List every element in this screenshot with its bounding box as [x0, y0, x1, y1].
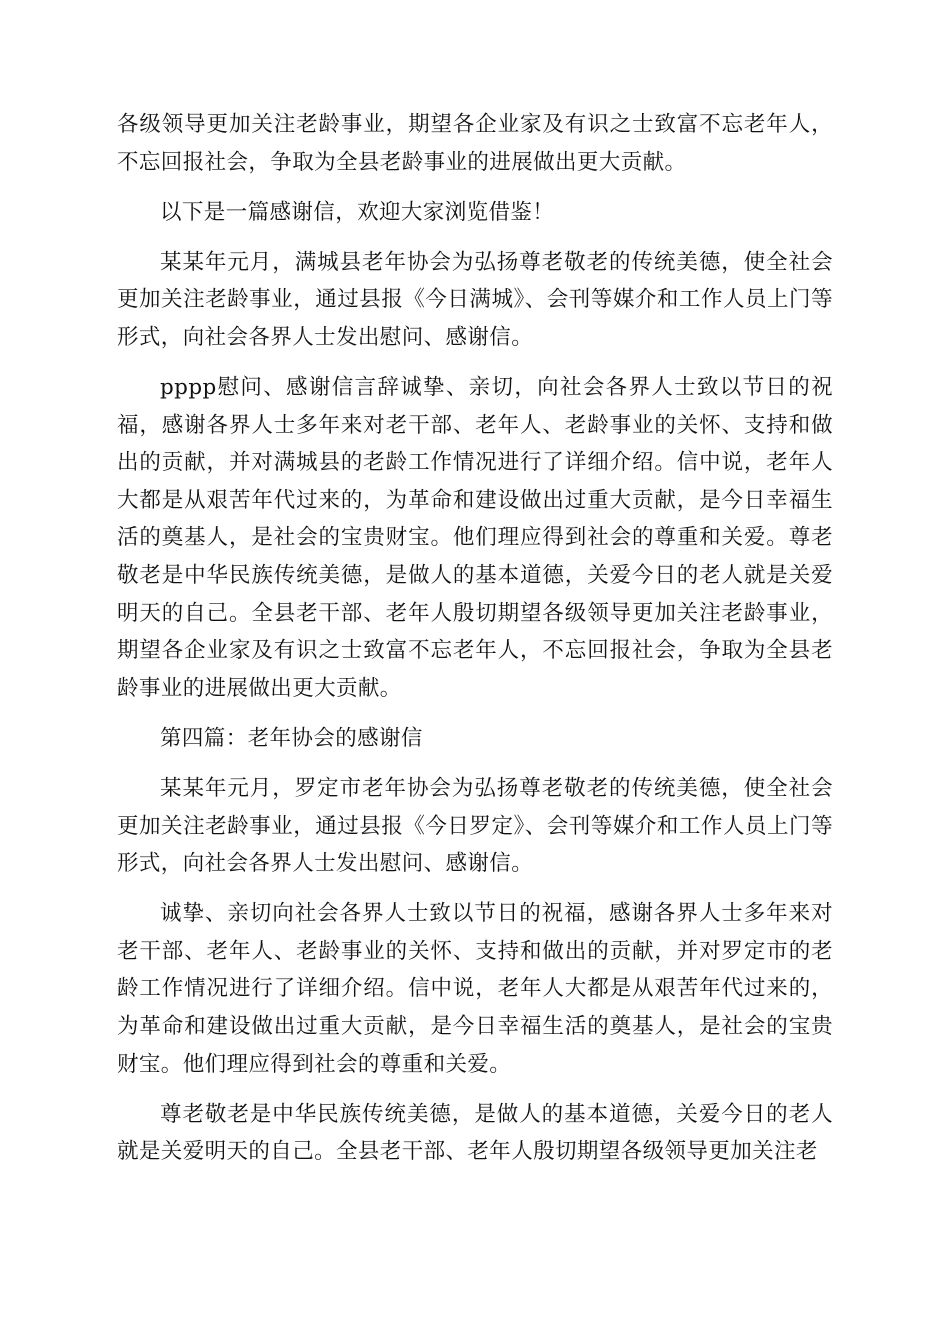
section-heading: 第四篇：老年协会的感谢信 — [160, 725, 423, 751]
paragraph-mancheng-letter: 某某年元月，满城县老年协会为弘扬尊老敬老的传统美德，使全社会更加关注老龄事业，通过县报《今日满城》、会刊等媒介和工作人员上门等形式，向社会各界人士发出慰问、感谢信。 — [117, 249, 833, 350]
document-body — [117, 106, 833, 1183]
paragraph-continuation: 各级领导更加关注老龄事业，期望各企业家及有识之士致富不忘老年人，不忘回报社会，争取为全县老龄事业的进展做出更大贡献。 — [117, 112, 833, 175]
paragraph-intro: 以下是一篇感谢信，欢迎大家浏览借鉴！ — [160, 199, 555, 225]
paragraph-luoding-letter: 某某年元月，罗定市老年协会为弘扬尊老敬老的传统美德，使全社会更加关注老龄事业，通过县报《今日罗定》、会刊等媒介和工作人员上门等形式，向社会各界人士发出慰问、感谢信。 — [117, 776, 833, 877]
paragraph-mancheng-details: pppp慰问、感谢信言辞诚挚、亲切，向社会各界人士致以节日的祝福，感谢各界人士多年来对老干部、老年人、老龄事业的关怀、支持和做出的贡献，并对满城县的老龄工作情况进行了详细介绍。信中说，老年人大都是从艰苦年代过来的，为革命和建设做出过重大贡献，是今日幸福生活的奠基人，是社会的宝贵财宝。他们理应得到社会的尊重和关爱。尊老敬老是中华民族传统美德，是做人的基本道德，关爱今日的老人就是关爱明天的自己。全县老干部、老年人殷切期望各级领导更加关注老龄事业，期望各企业家及有识之士致富不忘老年人，不忘回报社会，争取为全县老龄事业的进展做出更大贡献。 — [117, 375, 833, 701]
paragraph-luoding-details: 诚挚、亲切向社会各界人士致以节日的祝福，感谢各界人士多年来对老干部、老年人、老龄事业的关怀、支持和做出的贡献，并对罗定市的老龄工作情况进行了详细介绍。信中说，老年人大都是从艰苦年代过来的，为革命和建设做出过重大贡献，是今日幸福生活的奠基人，是社会的宝贵财宝。他们理应得到社会的尊重和关爱。 — [117, 901, 833, 1077]
paragraph-respect-elders: 尊老敬老是中华民族传统美德，是做人的基本道德，关爱今日的老人就是关爱明天的自己。全县老干部、老年人殷切期望各级领导更加关注老 — [117, 1101, 833, 1165]
